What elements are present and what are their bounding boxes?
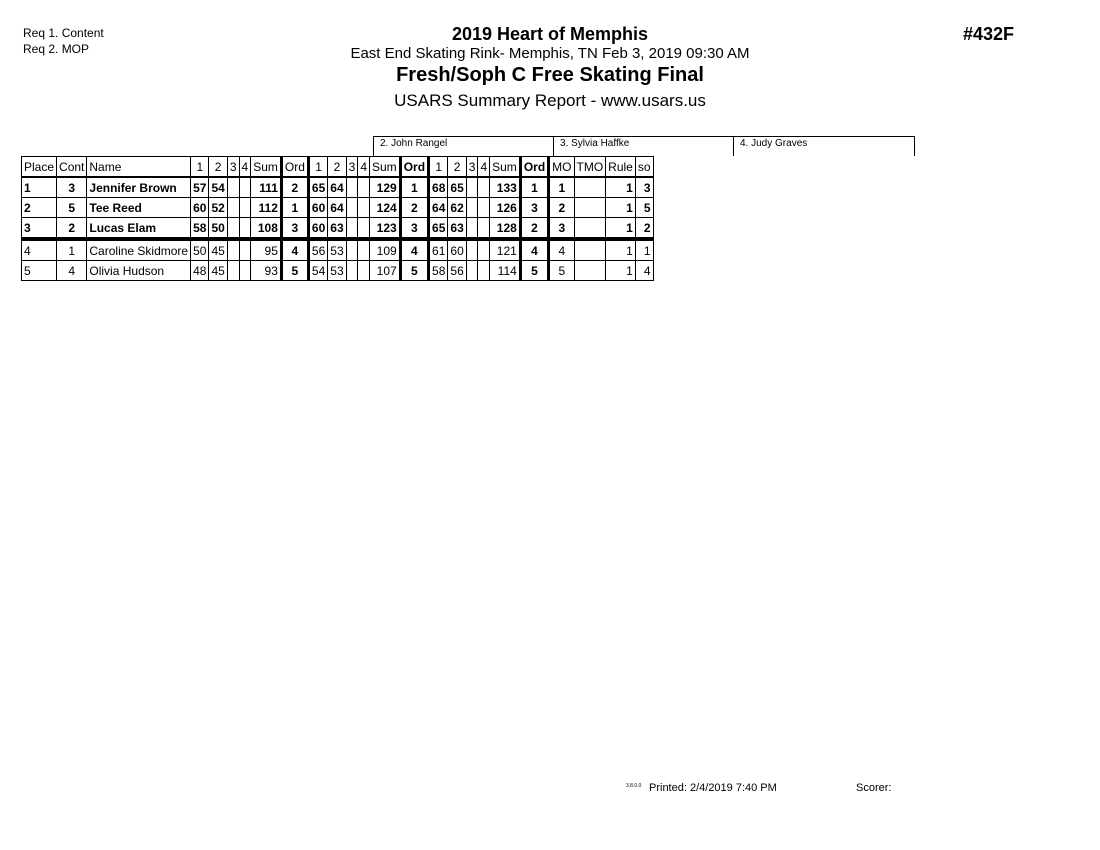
cell-ordinal: 1 (520, 177, 548, 198)
cell-score-sum: 123 (370, 218, 401, 240)
cell-mo: 5 (549, 261, 574, 281)
judge-header-judy-graves: 4. Judy Graves (733, 136, 915, 156)
cell-score-3 (227, 261, 239, 281)
report-name: USARS Summary Report - www.usars.us (394, 91, 706, 110)
col-j4-ord: Ord (520, 157, 548, 178)
cell-score-1: 60 (191, 198, 209, 218)
cell-score-1: 57 (191, 177, 209, 198)
col-j2-s4: 4 (239, 157, 251, 178)
cell-score-sum: 129 (370, 177, 401, 198)
cell-score-sum: 126 (490, 198, 521, 218)
cell-score-3 (346, 177, 358, 198)
cell-score-4 (358, 177, 370, 198)
col-mo: MO (549, 157, 574, 178)
requirement-mop: Req 2. MOP (23, 42, 90, 56)
cell-skater-name: Jennifer Brown (87, 177, 191, 198)
col-tmo: TMO (574, 157, 606, 178)
cell-score-3 (346, 198, 358, 218)
cell-score-2: 53 (328, 239, 346, 261)
cell-score-sum: 108 (251, 218, 282, 240)
cell-score-3 (346, 218, 358, 240)
cell-score-3 (227, 198, 239, 218)
col-j2-sum: Sum (251, 157, 282, 178)
col-j3-s1: 1 (308, 157, 327, 178)
cell-ordinal: 3 (281, 218, 308, 240)
cell-score-2: 63 (328, 218, 346, 240)
cell-score-2: 50 (209, 218, 227, 240)
table-row (22, 198, 654, 218)
cell-score-4 (478, 198, 490, 218)
results-table (21, 156, 654, 281)
cell-score-2: 45 (209, 239, 227, 261)
cell-score-2: 54 (209, 177, 227, 198)
cell-score-3 (466, 261, 478, 281)
cell-score-1: 56 (308, 239, 327, 261)
cell-ordinal: 4 (281, 239, 308, 261)
event-number: #432F (963, 24, 1015, 44)
cell-place: 5 (22, 261, 57, 281)
cell-ordinal: 3 (520, 198, 548, 218)
cell-ordinal: 4 (400, 239, 428, 261)
cell-tmo (574, 261, 606, 281)
cell-skater-name: Caroline Skidmore (87, 239, 191, 261)
table-header-row (22, 157, 654, 178)
results-body (22, 177, 654, 281)
cell-rule: 1 (606, 177, 636, 198)
cell-contestant: 3 (57, 177, 87, 198)
cell-score-3 (466, 239, 478, 261)
venue-datetime: East End Skating Rink- Memphis, TN Feb 3, 2019 09:30 AM (350, 45, 750, 62)
cell-score-sum: 114 (490, 261, 521, 281)
cell-place: 3 (22, 218, 57, 240)
cell-score-4 (239, 218, 251, 240)
cell-score-sum: 93 (251, 261, 282, 281)
competition-title: 2019 Heart of Memphis (451, 24, 649, 44)
cell-score-4 (358, 261, 370, 281)
col-j3-s4: 4 (358, 157, 370, 178)
col-j4-s3: 3 (466, 157, 478, 178)
cell-score-4 (478, 218, 490, 240)
cell-score-3 (466, 177, 478, 198)
col-j3-sum: Sum (370, 157, 401, 178)
cell-so: 4 (635, 261, 653, 281)
cell-so: 3 (635, 177, 653, 198)
cell-score-sum: 124 (370, 198, 401, 218)
cell-ordinal: 2 (520, 218, 548, 240)
col-j3-ord: Ord (400, 157, 428, 178)
cell-place: 4 (22, 239, 57, 261)
cell-score-4 (478, 261, 490, 281)
event-name: Fresh/Soph C Free Skating Final (396, 64, 704, 86)
scorer-label: Scorer: (856, 782, 892, 794)
cell-rule: 1 (606, 198, 636, 218)
cell-score-3 (346, 239, 358, 261)
cell-ordinal: 5 (520, 261, 548, 281)
cell-ordinal: 5 (400, 261, 428, 281)
table-row (22, 218, 654, 240)
cell-so: 1 (635, 239, 653, 261)
cell-rule: 1 (606, 261, 636, 281)
col-j3-s3: 3 (346, 157, 358, 178)
cell-score-4 (239, 239, 251, 261)
cell-score-4 (358, 239, 370, 261)
table-row (22, 239, 654, 261)
cell-score-3 (227, 177, 239, 198)
cell-score-3 (346, 261, 358, 281)
cell-so: 2 (635, 218, 653, 240)
cell-score-sum: 95 (251, 239, 282, 261)
cell-score-4 (358, 198, 370, 218)
cell-score-2: 65 (448, 177, 466, 198)
cell-score-4 (358, 218, 370, 240)
cell-tmo (574, 239, 606, 261)
col-cont: Cont (57, 157, 87, 178)
cell-score-2: 56 (448, 261, 466, 281)
cell-ordinal: 1 (281, 198, 308, 218)
cell-score-3 (466, 218, 478, 240)
cell-score-4 (239, 198, 251, 218)
cell-mo: 3 (549, 218, 574, 240)
cell-score-sum: 128 (490, 218, 521, 240)
judge-header-john-rangel: 2. John Rangel (373, 136, 554, 156)
cell-rule: 1 (606, 239, 636, 261)
cell-mo: 2 (549, 198, 574, 218)
cell-score-1: 61 (429, 239, 448, 261)
cell-rule: 1 (606, 218, 636, 240)
cell-score-2: 45 (209, 261, 227, 281)
cell-mo: 1 (549, 177, 574, 198)
cell-ordinal: 2 (400, 198, 428, 218)
col-j4-s4: 4 (478, 157, 490, 178)
cell-so: 5 (635, 198, 653, 218)
cell-score-2: 52 (209, 198, 227, 218)
cell-score-4 (478, 177, 490, 198)
col-j3-s2: 2 (328, 157, 346, 178)
printed-timestamp: Printed: 2/4/2019 7:40 PM (649, 782, 777, 794)
cell-score-3 (466, 198, 478, 218)
cell-score-sum: 133 (490, 177, 521, 198)
cell-ordinal: 3 (400, 218, 428, 240)
cell-place: 1 (22, 177, 57, 198)
cell-score-1: 58 (191, 218, 209, 240)
col-j4-sum: Sum (490, 157, 521, 178)
col-name: Name (87, 157, 191, 178)
cell-contestant: 5 (57, 198, 87, 218)
cell-score-1: 48 (191, 261, 209, 281)
col-j4-s1: 1 (429, 157, 448, 178)
software-version: 3.8.0.0 (626, 783, 642, 789)
table-row (22, 261, 654, 281)
judge-header-sylvia-haffke: 3. Sylvia Haffke (553, 136, 734, 156)
cell-score-sum: 111 (251, 177, 282, 198)
cell-score-1: 60 (308, 218, 327, 240)
cell-score-2: 62 (448, 198, 466, 218)
cell-tmo (574, 198, 606, 218)
cell-score-1: 60 (308, 198, 327, 218)
cell-contestant: 4 (57, 261, 87, 281)
col-rule: Rule (606, 157, 636, 178)
cell-score-1: 50 (191, 239, 209, 261)
col-j2-ord: Ord (281, 157, 308, 178)
cell-score-4 (239, 261, 251, 281)
cell-score-sum: 109 (370, 239, 401, 261)
cell-score-2: 60 (448, 239, 466, 261)
cell-score-1: 58 (429, 261, 448, 281)
cell-score-3 (227, 218, 239, 240)
cell-score-2: 53 (328, 261, 346, 281)
cell-score-2: 63 (448, 218, 466, 240)
cell-skater-name: Lucas Elam (87, 218, 191, 240)
col-j2-s1: 1 (191, 157, 209, 178)
requirement-content: Req 1. Content (23, 26, 104, 40)
cell-ordinal: 1 (400, 177, 428, 198)
cell-score-2: 64 (328, 198, 346, 218)
col-j2-s3: 3 (227, 157, 239, 178)
cell-score-sum: 112 (251, 198, 282, 218)
cell-score-4 (239, 177, 251, 198)
cell-score-1: 68 (429, 177, 448, 198)
cell-tmo (574, 218, 606, 240)
cell-score-2: 64 (328, 177, 346, 198)
cell-ordinal: 4 (520, 239, 548, 261)
cell-tmo (574, 177, 606, 198)
cell-skater-name: Tee Reed (87, 198, 191, 218)
table-row (22, 177, 654, 198)
cell-place: 2 (22, 198, 57, 218)
cell-score-sum: 107 (370, 261, 401, 281)
col-j2-s2: 2 (209, 157, 227, 178)
cell-score-sum: 121 (490, 239, 521, 261)
cell-score-1: 65 (308, 177, 327, 198)
cell-contestant: 1 (57, 239, 87, 261)
cell-ordinal: 2 (281, 177, 308, 198)
cell-score-4 (478, 239, 490, 261)
cell-mo: 4 (549, 239, 574, 261)
col-so: so (635, 157, 653, 178)
col-j4-s2: 2 (448, 157, 466, 178)
cell-score-3 (227, 239, 239, 261)
cell-skater-name: Olivia Hudson (87, 261, 191, 281)
cell-score-1: 64 (429, 198, 448, 218)
cell-score-1: 54 (308, 261, 327, 281)
col-place: Place (22, 157, 57, 178)
cell-ordinal: 5 (281, 261, 308, 281)
cell-contestant: 2 (57, 218, 87, 240)
cell-score-1: 65 (429, 218, 448, 240)
